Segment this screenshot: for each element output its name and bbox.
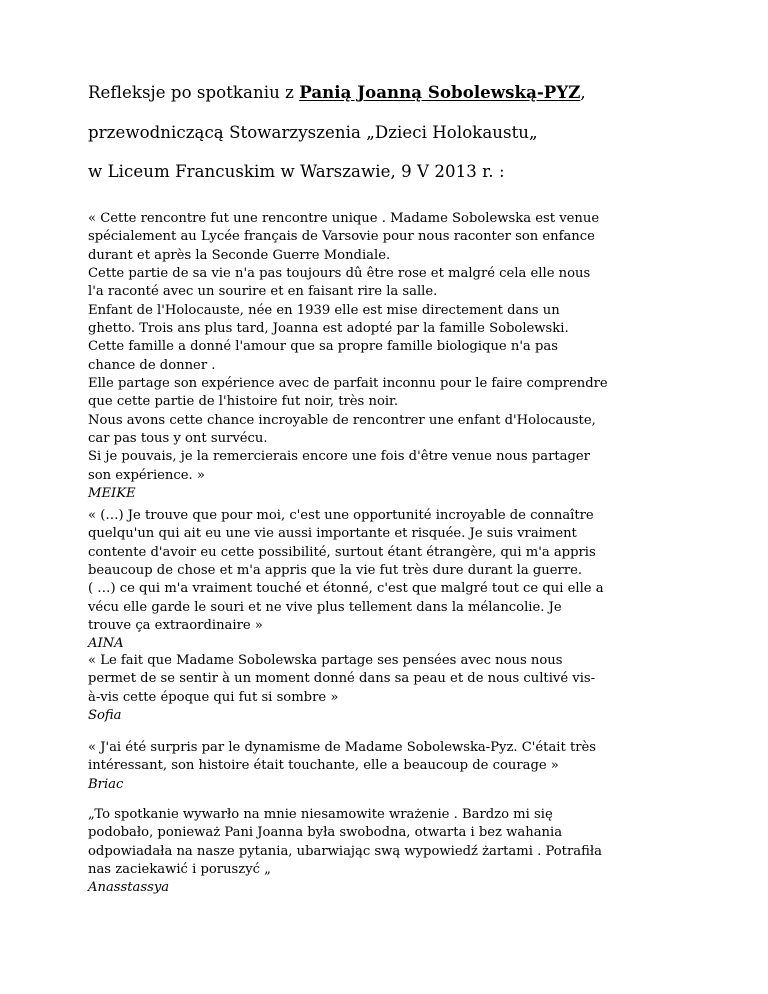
testimony-text (88, 739, 688, 776)
text-line: vécu elle garde le souri et ne vive plus tellement dans la mélancolie. Je (88, 599, 562, 615)
testimony-sofia (88, 652, 688, 725)
text-line: Si je pouvais, je la remercierais encore une fois d'être venue nous partager (88, 449, 590, 465)
text-line: Cette partie de sa vie n'a pas toujours dû être rose et malgré cela elle nous (88, 266, 591, 282)
text-line: permet de se sentir à un moment donné dans sa peau et de nous cultivé vis- (88, 671, 596, 687)
testimony-anasstassya (88, 806, 688, 898)
text-line: odpowiadała na nasze pytania, ubarwiając swą wypowiedź żartami . Potrafiła (88, 843, 602, 859)
testimony-text (88, 507, 688, 635)
text-line: l'a raconté avec un sourire et en faisant rire la salle. (88, 284, 438, 300)
heading-prefix: Refleksje po spotkaniu z (88, 83, 300, 102)
text-line: Enfant de l'Holocauste, née en 1939 elle est mise directement dans un (88, 302, 560, 318)
text-line: intéressant, son histoire était touchante, elle a beaucoup de courage » (88, 758, 559, 774)
text-line: ghetto. Trois ans plus tard, Joanna est adopté par la famille Sobolewski. (88, 321, 569, 337)
testimony-meike (88, 210, 688, 504)
text-line: trouve ça extraordinaire » (88, 618, 263, 634)
text-line: spécialement au Lycée français de Varsovie pour nous raconter son enfance (88, 229, 595, 245)
testimony-author: AINA (88, 636, 124, 652)
testimony-aina (88, 507, 688, 654)
testimony-briac (88, 739, 688, 794)
heading-suffix: , (580, 83, 586, 102)
text-line: Nous avons cette chance incroyable de rencontrer une enfant d'Holocauste, (88, 412, 596, 428)
text-line: ( …) ce qui m'a vraiment touché et étonné, c'est que malgré tout ce qui elle a (88, 581, 604, 597)
text-line: car pas tous y ont survécu. (88, 431, 268, 447)
text-line: „To spotkanie wywarło na mnie niesamowite wrażenie . Bardzo mi się (88, 807, 553, 822)
heading-line-3: w Liceum Francuskim w Warszawie, 9 V 2013 r. : (88, 162, 505, 181)
text-line: durant et après la Seconde Guerre Mondiale. (88, 247, 391, 263)
heading-line-1 (88, 82, 586, 103)
text-line: « (…) Je trouve que pour moi, c'est une opportunité incroyable de connaître (88, 508, 594, 523)
text-line: beaucoup de chose et m'a appris que la vie fut très dure durant la guerre. (88, 563, 583, 579)
guest-name: Panią Joanną Sobolewską-PYZ (299, 82, 581, 102)
text-line: chance de donner . (88, 357, 216, 373)
text-line: à-vis cette époque qui fut si sombre » (88, 689, 339, 705)
text-line: nas zaciekawić i poruszyć „ (88, 862, 271, 878)
testimony-author: Sofia (88, 708, 122, 724)
text-line: son expérience. » (88, 467, 205, 483)
testimony-author: Anasstassya (88, 880, 170, 896)
text-line: « Cette rencontre fut une rencontre unique . Madame Sobolewska est venue (88, 211, 600, 226)
text-line: quelqu'un qui ait eu une vie aussi importante et risquée. Je suis vraiment (88, 526, 577, 542)
testimony-text (88, 210, 688, 485)
text-line: Elle partage son expérience avec de parfait inconnu pour le faire comprendre (88, 376, 608, 392)
testimony-text (88, 806, 688, 879)
text-line: que cette partie de l'histoire fut noir, très noir. (88, 394, 399, 410)
testimony-author: Briac (88, 776, 124, 792)
testimony-text (88, 652, 688, 707)
text-line: Cette famille a donné l'amour que sa propre famille biologique n'a pas (88, 339, 558, 355)
text-line: « J'ai été surpris par le dynamisme de Madame Sobolewska-Pyz. C'était très (88, 740, 597, 755)
text-line: « Le fait que Madame Sobolewska partage ses pensées avec nous nous (88, 653, 563, 668)
text-line: podobało, ponieważ Pani Joanna była swobodna, otwarta i bez wahania (88, 825, 563, 841)
text-line: contente d'avoir eu cette possibilité, surtout étant étrangère, qui m'a appris (88, 544, 596, 560)
testimony-author: MEIKE (88, 486, 136, 502)
heading-line-2: przewodniczącą Stowarzyszenia „Dzieci Holokaustu„ (88, 123, 538, 142)
